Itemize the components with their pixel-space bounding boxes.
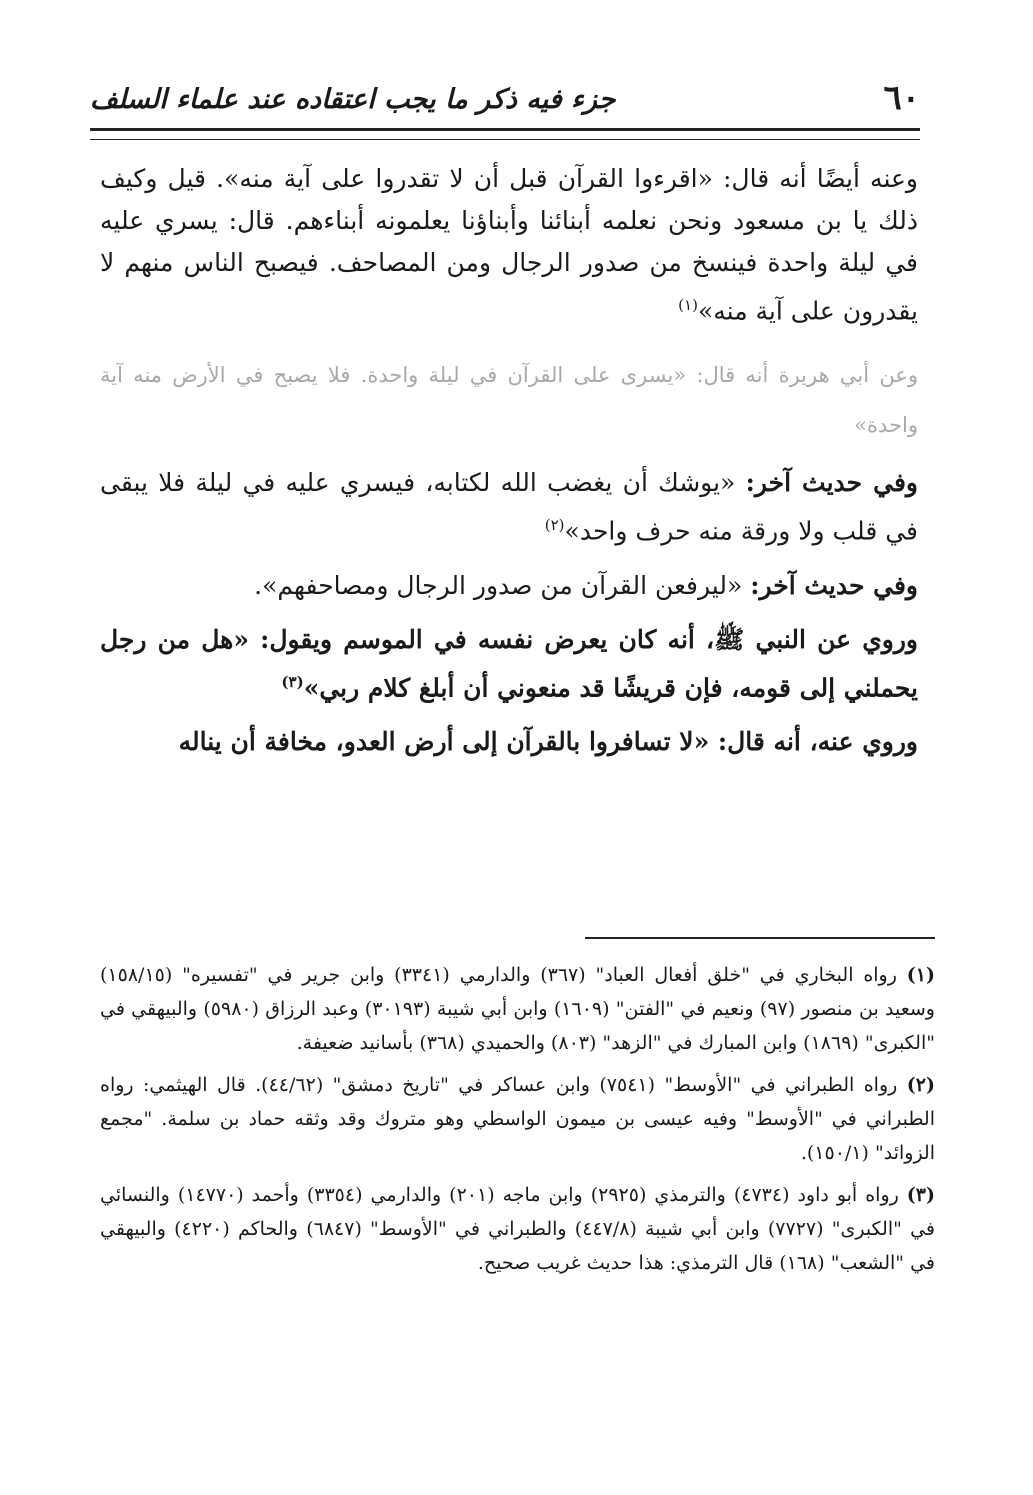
- footnote-1: [100, 958, 935, 1060]
- paragraph-5-text: وروي عن النبي ﷺ، أنه كان يعرض نفسه في الموسم ويقول: «هل من رجل يحملني إلى قومه، فإن قريشًا قد منعوني أن أبلغ كلام ربي»: [100, 624, 918, 702]
- paragraph-2: [100, 350, 918, 450]
- page-header: [90, 78, 920, 128]
- header-rule-thick: [90, 128, 920, 131]
- paragraph-4-lead: وفي حديث آخر:: [750, 570, 918, 600]
- footnote-ref-2: (٢): [544, 516, 565, 535]
- paragraph-4-text: «ليرفعن القرآن من صدور الرجال ومصاحفهم».: [254, 570, 743, 600]
- page-number: ٦٠: [883, 78, 920, 118]
- main-text: [100, 158, 918, 775]
- footnote-1-number: (١): [906, 964, 935, 986]
- footnote-2: [100, 1068, 935, 1170]
- paragraph-6-text: وروي عنه، أنه قال: «لا تسافروا بالقرآن إلى أرض العدو، مخافة أن يناله: [178, 726, 918, 756]
- paragraph-1-text: وعنه أيضًا أنه قال: «اقرءوا القرآن قبل أن لا تقدروا على آية منه». قيل وكيف ذلك يا بن مسعود ونحن نعلمه أبنائنا وأبناؤنا يعلمونه أبناءهم. قال: يسري عليه في ليلة واحدة فينسخ من صدور الرجال ومن المصاحف. فيصبح الناس منهم لا يقدرون على آية منه»: [100, 164, 918, 326]
- paragraph-4: [100, 565, 918, 607]
- footnote-ref-3: (٣): [281, 672, 304, 691]
- footnotes: [100, 958, 935, 1288]
- footnote-3-text: رواه أبو داود (٤٧٣٤) والترمذي (٢٩٢٥) وابن ماجه (٢٠١) والدارمي (٣٣٥٤) وأحمد (١٤٧٧٠) والنسائي في "الكبرى" (٧٧٢٧) وابن أبي شيبة (٤٤٧/٨) والطبراني في "الأوسط" (٦٨٤٧) والحاكم (٤٢٢٠) والبيهقي في "الشعب" (١٦٨) قال الترمذي: هذا حديث غريب صحيح.: [100, 1184, 935, 1274]
- paragraph-1: [100, 158, 918, 332]
- footnote-2-text: رواه الطبراني في "الأوسط" (٧٥٤١) وابن عساكر في "تاريخ دمشق" (٤٤/٦٢). قال الهيثمي: رواه الطبراني في "الأوسط" وفيه عيسى بن ميمون الواسطي وهو متروك وقد وثقه حماد بن سلمة. "مجمع الزوائد" (١٥٠/١).: [100, 1074, 935, 1164]
- footnote-ref-1: (١): [678, 296, 698, 314]
- footnote-3: [100, 1178, 935, 1280]
- footnote-3-number: (٣): [906, 1184, 936, 1206]
- running-title: جزء فيه ذكر ما يجب اعتقاده عند علماء السلف: [90, 84, 616, 115]
- footnote-2-number: (٢): [906, 1074, 935, 1096]
- paragraph-2-text: وعن أبي هريرة أنه قال: «يسرى على القرآن في ليلة واحدة. فلا يصبح في الأرض منه آية واحدة»: [100, 363, 918, 438]
- paragraph-5: [100, 619, 918, 709]
- paragraph-3: [100, 462, 918, 552]
- footnote-separator: [585, 937, 935, 939]
- paragraph-6: [100, 721, 918, 763]
- header-rule-thin: [90, 139, 920, 140]
- paragraph-3-text: «يوشك أن يغضب الله لكتابه، فيسري عليه في ليلة فلا يبقى في قلب ولا ورقة منه حرف واحد»: [100, 468, 918, 546]
- paragraph-3-lead: وفي حديث آخر:: [745, 468, 919, 498]
- footnote-1-text: رواه البخاري في "خلق أفعال العباد" (٣٦٧) والدارمي (٣٣٤١) وابن جرير في "تفسيره" (١٥٨/١٥) وسعيد بن منصور (٩٧) ونعيم في "الفتن" (١٦٠٩) وابن أبي شيبة (٣٠١٩٣) وعبد الرزاق (٥٩٨٠) والبيهقي في "الكبرى" (١٨٦٩) وابن المبارك في "الزهد" (٨٠٣) والحميدي (٣٦٨) بأسانيد ضعيفة.: [100, 964, 935, 1054]
